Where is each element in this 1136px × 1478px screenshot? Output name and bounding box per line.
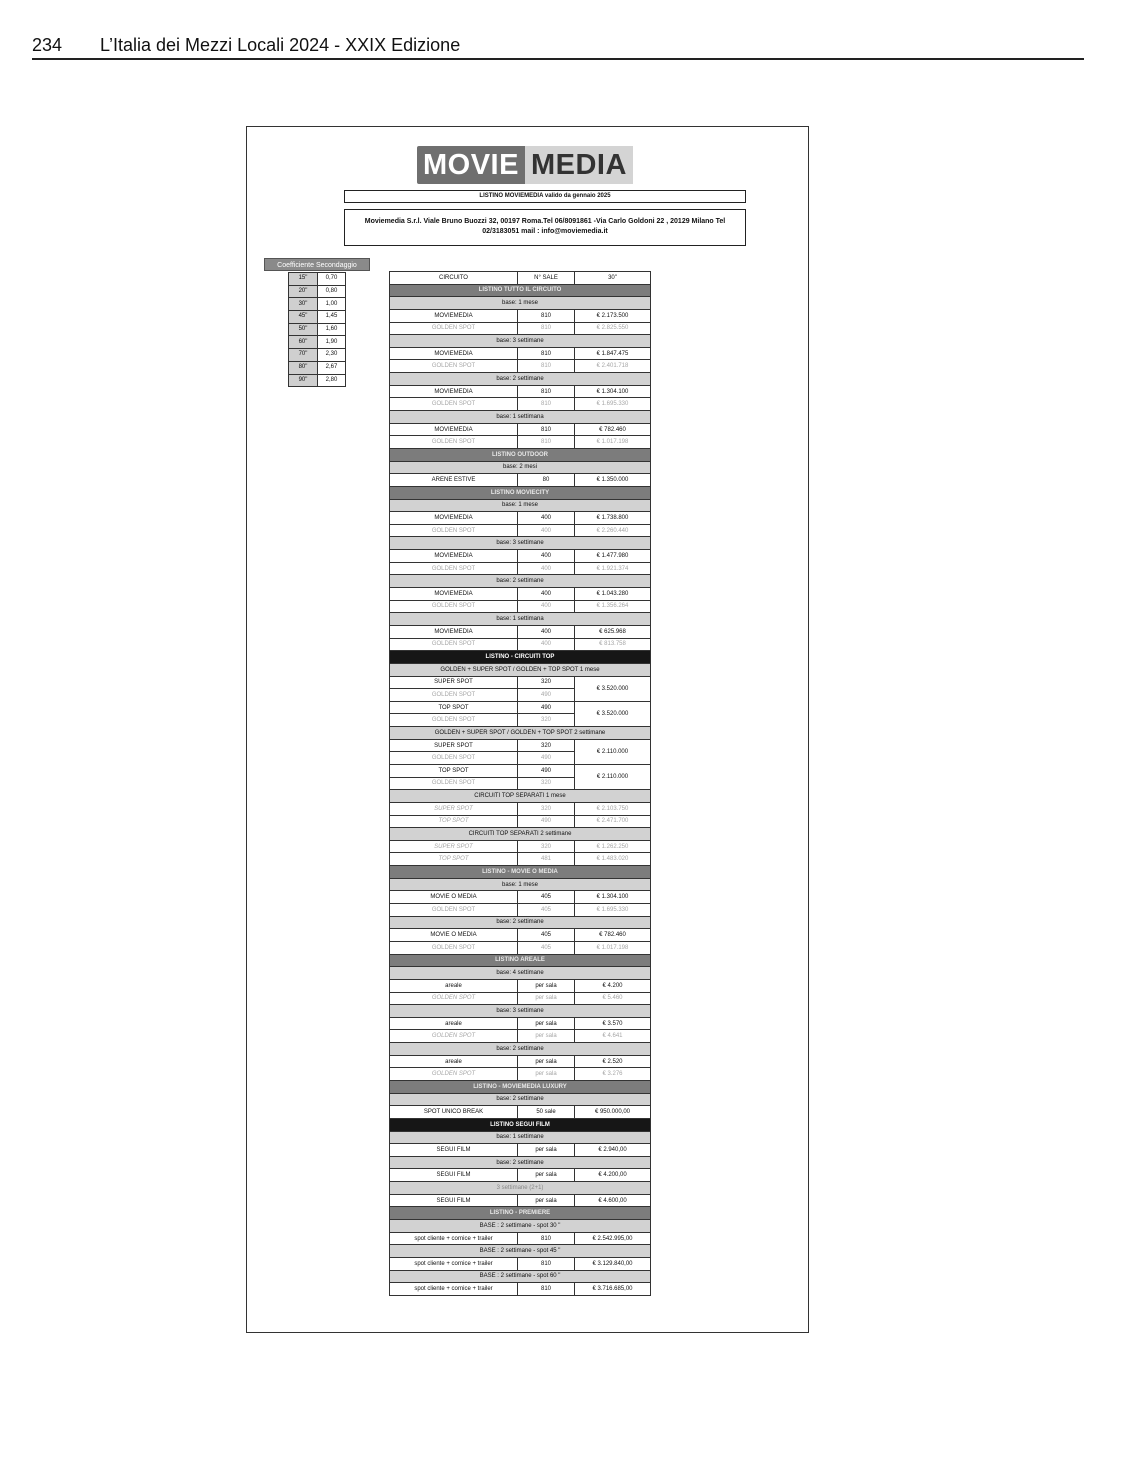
period-label: base: 2 settimane bbox=[390, 1156, 651, 1169]
halls-count: 400 bbox=[518, 524, 575, 537]
period-label: base: 2 mesi bbox=[390, 461, 651, 474]
halls-count: 810 bbox=[518, 1257, 575, 1270]
halls-count: 400 bbox=[518, 550, 575, 563]
coefficient-duration: 70" bbox=[289, 349, 318, 362]
halls-count: per sala bbox=[518, 979, 575, 992]
circuit-name: MOVIEMEDIA bbox=[390, 385, 518, 398]
halls-count: 481 bbox=[518, 853, 575, 866]
period-row bbox=[390, 1220, 651, 1233]
table-row bbox=[390, 600, 651, 613]
price: € 3.570 bbox=[575, 1017, 651, 1030]
section-heading-row bbox=[390, 486, 651, 499]
circuit-name: GOLDEN SPOT bbox=[390, 322, 518, 335]
price: € 625.968 bbox=[575, 625, 651, 638]
coefficient-value: 1,00 bbox=[318, 298, 346, 311]
circuit-name: GOLDEN SPOT bbox=[390, 992, 518, 1005]
table-row bbox=[390, 1030, 651, 1043]
price: € 1.262.250 bbox=[575, 840, 651, 853]
halls-count: per sala bbox=[518, 1144, 575, 1157]
section-heading: LISTINO OUTDOOR bbox=[390, 448, 651, 461]
table-row bbox=[390, 1017, 651, 1030]
price: € 1.695.330 bbox=[575, 398, 651, 411]
table-row bbox=[390, 588, 651, 601]
circuit-name: areale bbox=[390, 979, 518, 992]
section-heading-row bbox=[390, 954, 651, 967]
period-row bbox=[390, 727, 651, 740]
coefficient-duration: 45" bbox=[289, 311, 318, 324]
price: € 1.304.100 bbox=[575, 385, 651, 398]
table-row bbox=[390, 929, 651, 942]
period-label: base: 1 settimana bbox=[390, 613, 651, 626]
halls-count: 405 bbox=[518, 941, 575, 954]
coefficient-value: 0,70 bbox=[318, 273, 346, 286]
table-row bbox=[390, 815, 651, 828]
circuit-name: GOLDEN SPOT bbox=[390, 714, 518, 727]
halls-count: 405 bbox=[518, 904, 575, 917]
circuit-name: MOVIEMEDIA bbox=[390, 423, 518, 436]
coefficient-title: Coefficiente Secondaggio bbox=[264, 258, 370, 271]
circuit-name: MOVIEMEDIA bbox=[390, 512, 518, 525]
price: € 3.276 bbox=[575, 1068, 651, 1081]
table-row bbox=[390, 701, 651, 714]
halls-count: 490 bbox=[518, 689, 575, 702]
section-heading-row bbox=[390, 1118, 651, 1131]
table-row bbox=[390, 1068, 651, 1081]
price: € 1.304.100 bbox=[575, 891, 651, 904]
circuit-name: GOLDEN SPOT bbox=[390, 360, 518, 373]
coefficient-row bbox=[289, 285, 346, 298]
circuit-name: TOP SPOT bbox=[390, 815, 518, 828]
moviemedia-logo bbox=[417, 146, 633, 184]
coefficient-duration: 30" bbox=[289, 298, 318, 311]
period-label: base: 1 mese bbox=[390, 878, 651, 891]
table-row bbox=[390, 992, 651, 1005]
price: € 1.738.800 bbox=[575, 512, 651, 525]
halls-count: 400 bbox=[518, 512, 575, 525]
period-label: BASE : 2 settimane - spot 60 " bbox=[390, 1270, 651, 1283]
page-running-head bbox=[32, 34, 1084, 60]
circuit-name: spot cliente + cornice + trailer bbox=[390, 1283, 518, 1296]
price: € 782.460 bbox=[575, 929, 651, 942]
halls-count: 400 bbox=[518, 638, 575, 651]
section-heading: LISTINO TUTTO IL CIRCUITO bbox=[390, 284, 651, 297]
circuit-name: SUPER SPOT bbox=[390, 676, 518, 689]
coefficient-row bbox=[289, 298, 346, 311]
halls-count: per sala bbox=[518, 1169, 575, 1182]
circuit-name: GOLDEN SPOT bbox=[390, 638, 518, 651]
period-row bbox=[390, 1093, 651, 1106]
circuit-name: GOLDEN SPOT bbox=[390, 689, 518, 702]
period-label: GOLDEN + SUPER SPOT / GOLDEN + TOP SPOT 2 settimane bbox=[390, 727, 651, 740]
section-heading: LISTINO - MOVIE O MEDIA bbox=[390, 866, 651, 879]
table-row bbox=[390, 474, 651, 487]
period-row bbox=[390, 828, 651, 841]
coefficient-value: 2,80 bbox=[318, 374, 346, 387]
circuit-name: SEGUI FILM bbox=[390, 1169, 518, 1182]
coefficient-value: 2,30 bbox=[318, 349, 346, 362]
circuit-name: GOLDEN SPOT bbox=[390, 1068, 518, 1081]
halls-count: 320 bbox=[518, 777, 575, 790]
period-row bbox=[390, 613, 651, 626]
price: € 950.000,00 bbox=[575, 1106, 651, 1119]
table-row bbox=[390, 676, 651, 689]
circuit-name: SUPER SPOT bbox=[390, 802, 518, 815]
period-row bbox=[390, 373, 651, 386]
section-heading-row bbox=[390, 1081, 651, 1094]
period-label: base: 3 settimane bbox=[390, 1005, 651, 1018]
circuit-name: GOLDEN SPOT bbox=[390, 562, 518, 575]
table-row bbox=[390, 904, 651, 917]
table-row bbox=[390, 360, 651, 373]
period-label: base: 3 settimane bbox=[390, 537, 651, 550]
table-row bbox=[390, 802, 651, 815]
circuit-name: SPOT UNICO BREAK bbox=[390, 1106, 518, 1119]
circuit-name: areale bbox=[390, 1017, 518, 1030]
period-row bbox=[390, 1270, 651, 1283]
section-heading: LISTINO - CIRCUITI TOP bbox=[390, 651, 651, 664]
table-row bbox=[390, 1283, 651, 1296]
halls-count: per sala bbox=[518, 1068, 575, 1081]
coefficient-row bbox=[289, 273, 346, 286]
company-address: Moviemedia S.r.l. Viale Bruno Buozzi 32, 00197 Roma.Tel 06/8091861 -Via Carlo Goldoni 22 , 20129 Milano Tel 02/3183051 mail : info@moviemedia.it bbox=[344, 209, 746, 246]
price: € 4.200,00 bbox=[575, 1169, 651, 1182]
period-row bbox=[390, 461, 651, 474]
section-heading: LISTINO SEGUI FILM bbox=[390, 1118, 651, 1131]
circuit-name: MOVIE O MEDIA bbox=[390, 929, 518, 942]
period-row bbox=[390, 790, 651, 803]
period-label: base: 2 settimane bbox=[390, 1043, 651, 1056]
section-heading-row bbox=[390, 651, 651, 664]
period-label: base: 1 settimana bbox=[390, 411, 651, 424]
coefficient-row bbox=[289, 336, 346, 349]
table-row bbox=[390, 347, 651, 360]
coefficient-row bbox=[289, 361, 346, 374]
circuit-name: MOVIEMEDIA bbox=[390, 347, 518, 360]
price: € 3.129.840,00 bbox=[575, 1257, 651, 1270]
period-label: base: 3 settimane bbox=[390, 335, 651, 348]
circuit-name: MOVIEMEDIA bbox=[390, 588, 518, 601]
price: € 3.520.000 bbox=[575, 701, 651, 726]
table-row bbox=[390, 840, 651, 853]
period-label: base: 2 settimane bbox=[390, 373, 651, 386]
price-table bbox=[389, 271, 651, 1296]
coefficient-duration: 90" bbox=[289, 374, 318, 387]
period-row bbox=[390, 1043, 651, 1056]
halls-count: 810 bbox=[518, 398, 575, 411]
halls-count: 490 bbox=[518, 764, 575, 777]
coefficient-duration: 20" bbox=[289, 285, 318, 298]
table-row bbox=[390, 550, 651, 563]
halls-count: per sala bbox=[518, 1017, 575, 1030]
table-row bbox=[390, 638, 651, 651]
price: € 1.477.980 bbox=[575, 550, 651, 563]
circuit-name: GOLDEN SPOT bbox=[390, 524, 518, 537]
table-row bbox=[390, 979, 651, 992]
circuit-name: spot cliente + cornice + trailer bbox=[390, 1257, 518, 1270]
table-row bbox=[390, 1257, 651, 1270]
period-row bbox=[390, 411, 651, 424]
table-row bbox=[390, 853, 651, 866]
page-number: 234 bbox=[32, 35, 63, 55]
period-row bbox=[390, 1156, 651, 1169]
logo-part-media: MEDIA bbox=[525, 146, 633, 184]
coefficient-row bbox=[289, 349, 346, 362]
price: € 2.401.718 bbox=[575, 360, 651, 373]
halls-count: 810 bbox=[518, 309, 575, 322]
price: € 2.825.550 bbox=[575, 322, 651, 335]
table-row bbox=[390, 322, 651, 335]
header-price: 30" bbox=[575, 272, 651, 285]
halls-count: 810 bbox=[518, 436, 575, 449]
price: € 782.460 bbox=[575, 423, 651, 436]
price: € 1.043.280 bbox=[575, 588, 651, 601]
halls-count: 810 bbox=[518, 360, 575, 373]
circuit-name: GOLDEN SPOT bbox=[390, 777, 518, 790]
halls-count: per sala bbox=[518, 1194, 575, 1207]
circuit-name: ARENE ESTIVE bbox=[390, 474, 518, 487]
circuit-name: GOLDEN SPOT bbox=[390, 436, 518, 449]
section-heading-row bbox=[390, 866, 651, 879]
halls-count: 810 bbox=[518, 385, 575, 398]
halls-count: 320 bbox=[518, 739, 575, 752]
circuit-name: GOLDEN SPOT bbox=[390, 600, 518, 613]
period-row bbox=[390, 878, 651, 891]
price: € 4.641 bbox=[575, 1030, 651, 1043]
price: € 2.260.440 bbox=[575, 524, 651, 537]
circuit-name: MOVIEMEDIA bbox=[390, 309, 518, 322]
halls-count: 405 bbox=[518, 891, 575, 904]
halls-count: 810 bbox=[518, 1232, 575, 1245]
coefficient-table bbox=[288, 272, 346, 387]
circuit-name: SEGUI FILM bbox=[390, 1144, 518, 1157]
period-label: CIRCUITI TOP SEPARATI 1 mese bbox=[390, 790, 651, 803]
section-heading-row bbox=[390, 284, 651, 297]
halls-count: 320 bbox=[518, 840, 575, 853]
period-label: base: 1 mese bbox=[390, 499, 651, 512]
circuit-name: GOLDEN SPOT bbox=[390, 398, 518, 411]
period-row bbox=[390, 1131, 651, 1144]
table-header-row bbox=[390, 272, 651, 285]
price: € 3.520.000 bbox=[575, 676, 651, 701]
halls-count: per sala bbox=[518, 992, 575, 1005]
period-label: base: 4 settimane bbox=[390, 967, 651, 980]
table-row bbox=[390, 739, 651, 752]
price: € 1.350.000 bbox=[575, 474, 651, 487]
period-label: base: 2 settimane bbox=[390, 916, 651, 929]
table-row bbox=[390, 764, 651, 777]
table-row bbox=[390, 1194, 651, 1207]
table-row bbox=[390, 524, 651, 537]
halls-count: 490 bbox=[518, 752, 575, 765]
circuit-name: SUPER SPOT bbox=[390, 739, 518, 752]
price: € 2.173.500 bbox=[575, 309, 651, 322]
section-heading-row bbox=[390, 1207, 651, 1220]
price: € 2.542.995,00 bbox=[575, 1232, 651, 1245]
price: € 1.017.198 bbox=[575, 436, 651, 449]
halls-count: 400 bbox=[518, 600, 575, 613]
circuit-name: MOVIE O MEDIA bbox=[390, 891, 518, 904]
price: € 4.600,00 bbox=[575, 1194, 651, 1207]
price: € 1.695.330 bbox=[575, 904, 651, 917]
halls-count: 400 bbox=[518, 625, 575, 638]
coefficient-row bbox=[289, 311, 346, 324]
price: € 2.520 bbox=[575, 1055, 651, 1068]
halls-count: 400 bbox=[518, 562, 575, 575]
period-label: BASE : 2 settimane - spot 45 " bbox=[390, 1245, 651, 1258]
period-row bbox=[390, 663, 651, 676]
halls-count: 490 bbox=[518, 815, 575, 828]
price: € 5.460 bbox=[575, 992, 651, 1005]
circuit-name: SEGUI FILM bbox=[390, 1194, 518, 1207]
table-row bbox=[390, 625, 651, 638]
circuit-name: GOLDEN SPOT bbox=[390, 904, 518, 917]
price: € 2.103.750 bbox=[575, 802, 651, 815]
coefficient-duration: 80" bbox=[289, 361, 318, 374]
halls-count: per sala bbox=[518, 1030, 575, 1043]
table-row bbox=[390, 398, 651, 411]
halls-count: 810 bbox=[518, 347, 575, 360]
circuit-name: TOP SPOT bbox=[390, 853, 518, 866]
period-row bbox=[390, 575, 651, 588]
halls-count: 490 bbox=[518, 701, 575, 714]
circuit-name: SUPER SPOT bbox=[390, 840, 518, 853]
table-row bbox=[390, 423, 651, 436]
coefficient-value: 0,80 bbox=[318, 285, 346, 298]
period-label: base: 2 settimane bbox=[390, 1093, 651, 1106]
halls-count: 405 bbox=[518, 929, 575, 942]
halls-count: 50 sale bbox=[518, 1106, 575, 1119]
circuit-name: TOP SPOT bbox=[390, 701, 518, 714]
circuit-name: TOP SPOT bbox=[390, 764, 518, 777]
table-row bbox=[390, 1144, 651, 1157]
price: € 1.017.198 bbox=[575, 941, 651, 954]
price: € 1.921.374 bbox=[575, 562, 651, 575]
period-label: base: 1 settimane bbox=[390, 1131, 651, 1144]
table-row bbox=[390, 941, 651, 954]
coefficient-value: 1,90 bbox=[318, 336, 346, 349]
circuit-name: MOVIEMEDIA bbox=[390, 625, 518, 638]
price: € 2.110.000 bbox=[575, 764, 651, 789]
coefficient-value: 1,60 bbox=[318, 323, 346, 336]
coefficient-duration: 60" bbox=[289, 336, 318, 349]
circuit-name: MOVIEMEDIA bbox=[390, 550, 518, 563]
price: € 2.940,00 bbox=[575, 1144, 651, 1157]
halls-count: 80 bbox=[518, 474, 575, 487]
coefficient-value: 1,45 bbox=[318, 311, 346, 324]
period-label: 3 settimane (2+1) bbox=[390, 1182, 651, 1195]
period-label: BASE : 2 settimane - spot 30 " bbox=[390, 1220, 651, 1233]
section-heading-row bbox=[390, 448, 651, 461]
price: € 2.110.000 bbox=[575, 739, 651, 764]
period-label: base: 1 mese bbox=[390, 297, 651, 310]
halls-count: 320 bbox=[518, 676, 575, 689]
coefficient-row bbox=[289, 374, 346, 387]
circuit-name: GOLDEN SPOT bbox=[390, 1030, 518, 1043]
circuit-name: spot cliente + cornice + trailer bbox=[390, 1232, 518, 1245]
halls-count: 810 bbox=[518, 423, 575, 436]
section-heading: LISTINO MOVIECITY bbox=[390, 486, 651, 499]
table-row bbox=[390, 562, 651, 575]
period-row bbox=[390, 499, 651, 512]
price: € 3.716.685,00 bbox=[575, 1283, 651, 1296]
halls-count: per sala bbox=[518, 1055, 575, 1068]
period-row bbox=[390, 297, 651, 310]
period-row bbox=[390, 1245, 651, 1258]
halls-count: 320 bbox=[518, 714, 575, 727]
table-row bbox=[390, 1169, 651, 1182]
table-row bbox=[390, 512, 651, 525]
halls-count: 810 bbox=[518, 322, 575, 335]
price-list-validity: LISTINO MOVIEMEDIA valido da gennaio 2025 bbox=[344, 190, 746, 203]
table-row bbox=[390, 891, 651, 904]
section-heading: LISTINO - MOVIEMEDIA LUXURY bbox=[390, 1081, 651, 1094]
table-row bbox=[390, 436, 651, 449]
coefficient-duration: 15" bbox=[289, 273, 318, 286]
price: € 2.471.700 bbox=[575, 815, 651, 828]
coefficient-row bbox=[289, 323, 346, 336]
price: € 4.200 bbox=[575, 979, 651, 992]
section-heading: LISTINO AREALE bbox=[390, 954, 651, 967]
coefficient-duration: 50" bbox=[289, 323, 318, 336]
table-row bbox=[390, 1106, 651, 1119]
table-row bbox=[390, 1055, 651, 1068]
period-row bbox=[390, 967, 651, 980]
halls-count: 810 bbox=[518, 1283, 575, 1296]
period-row bbox=[390, 537, 651, 550]
price: € 1.356.264 bbox=[575, 600, 651, 613]
period-label: GOLDEN + SUPER SPOT / GOLDEN + TOP SPOT 1 mese bbox=[390, 663, 651, 676]
publication-title: L’Italia dei Mezzi Locali 2024 - XXIX Edizione bbox=[100, 35, 461, 55]
table-row bbox=[390, 309, 651, 322]
period-row bbox=[390, 335, 651, 348]
period-row bbox=[390, 1182, 651, 1195]
logo-part-movie: MOVIE bbox=[417, 146, 525, 184]
circuit-name: GOLDEN SPOT bbox=[390, 752, 518, 765]
circuit-name: areale bbox=[390, 1055, 518, 1068]
halls-count: 400 bbox=[518, 588, 575, 601]
table-row bbox=[390, 1232, 651, 1245]
circuit-name: GOLDEN SPOT bbox=[390, 941, 518, 954]
header-circuit: CIRCUITO bbox=[390, 272, 518, 285]
section-heading: LISTINO - PREMIERE bbox=[390, 1207, 651, 1220]
table-row bbox=[390, 385, 651, 398]
period-row bbox=[390, 1005, 651, 1018]
period-label: base: 2 settimane bbox=[390, 575, 651, 588]
period-row bbox=[390, 916, 651, 929]
header-halls: N° SALE bbox=[518, 272, 575, 285]
price: € 1.483.020 bbox=[575, 853, 651, 866]
coefficient-value: 2,67 bbox=[318, 361, 346, 374]
price: € 813.758 bbox=[575, 638, 651, 651]
period-label: CIRCUITI TOP SEPARATI 2 settimane bbox=[390, 828, 651, 841]
price: € 1.847.475 bbox=[575, 347, 651, 360]
halls-count: 320 bbox=[518, 802, 575, 815]
